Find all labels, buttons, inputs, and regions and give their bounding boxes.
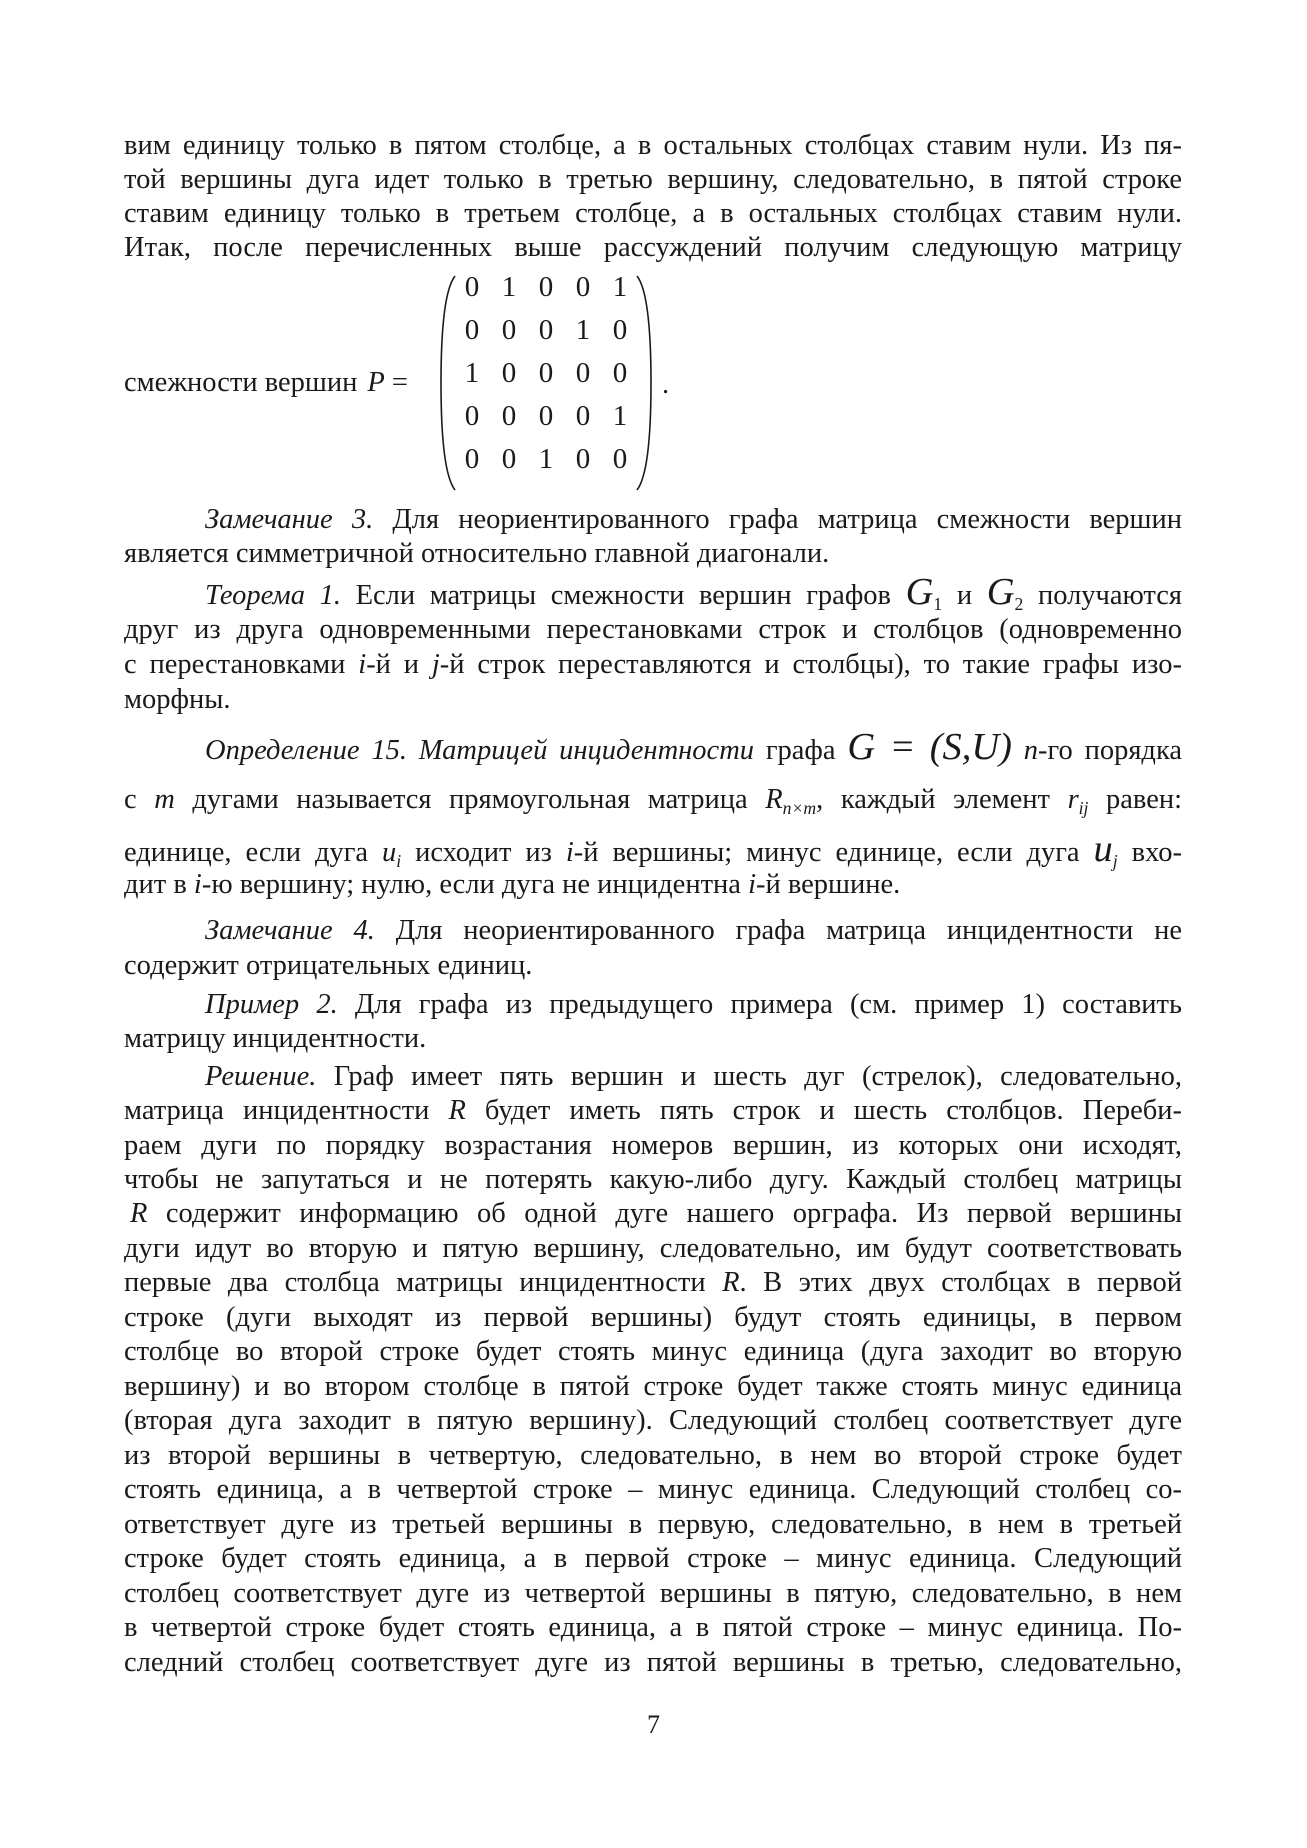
theorem1-line3	[124, 648, 1182, 682]
text-line: вим единицу только в пятом столбце, а в остальных столбцах ставим нули. Из пя-	[124, 130, 1182, 161]
matrix-cell: 0	[538, 400, 554, 432]
remark4-text: Для неориентированного графа матрица инцидентности не	[395, 915, 1182, 946]
solution-line4: чтобы не запутаться и не потерять какую-либо дугу. Каждый столбец матрицы	[124, 1164, 1182, 1195]
matrix-label-text: смежности вершин	[124, 367, 358, 398]
d15-text: дугами называется прямоугольная матрица	[192, 784, 748, 815]
solution-line12: из второй вершины в четвертую, следовательно, в нем во второй строке будет	[124, 1440, 1182, 1471]
theorem1-text-end: получаются	[1037, 580, 1182, 611]
matrix-cell: 0	[575, 357, 591, 389]
matrix-cell: 0	[538, 271, 554, 303]
d15-text: -й вершины; минус единице, если дуга	[573, 837, 1080, 868]
u-var: u	[382, 837, 397, 868]
theorem1-line4: морфны.	[124, 684, 231, 715]
solution-line6: дуги идут во вторую и пятую вершину, следовательно, им будут соответствовать	[124, 1233, 1182, 1264]
matrix-cell: 0	[464, 271, 480, 303]
solution-text: будет иметь пять строк и шесть столбцов. Переби-	[484, 1095, 1182, 1126]
solution-line7	[124, 1266, 1182, 1300]
d15-text: , каждый элемент	[816, 784, 1051, 815]
matrix-cell: 0	[464, 314, 480, 346]
r-matrix-symbol: R	[722, 1267, 740, 1298]
solution-line11: (вторая дуга заходит в пятую вершину). Следующий столбец соответствует дуге	[124, 1405, 1182, 1436]
matrix-cell: 0	[612, 314, 628, 346]
d15-text: с	[124, 784, 137, 815]
u-var: u	[1093, 828, 1113, 870]
d15-text: равен:	[1106, 784, 1183, 815]
i-var: i	[748, 869, 756, 900]
solution-line15: строке будет стоять единица, а в первой строке – минус единица. Следующий	[124, 1543, 1182, 1574]
theorem1-line1	[205, 571, 1182, 615]
solution-line13: стоять единица, а в четвертой строке – минус единица. Следующий столбец со-	[124, 1474, 1182, 1505]
example2-line2: матрицу инцидентности.	[124, 1023, 427, 1054]
matrix-cell: 1	[501, 271, 517, 303]
solution-line3: раем дуги по порядку возрастания номеров вершин, из которых они исходят,	[124, 1130, 1182, 1161]
matrix-cell: 0	[575, 400, 591, 432]
t1-text: -й и	[366, 649, 420, 680]
solution-text: матрица инцидентности	[124, 1095, 430, 1126]
matrix-cell: 1	[612, 271, 628, 303]
solution-line10: вершину) и во втором столбце в пятой строке будет также стоять минус единица	[124, 1371, 1182, 1402]
i-var: i	[565, 837, 574, 868]
example2-label: Пример 2.	[205, 989, 338, 1020]
matrix-cell: 0	[501, 443, 517, 475]
d15-text: графа	[765, 735, 836, 766]
page-number: 7	[647, 1710, 660, 1739]
graph-g2: G	[986, 571, 1015, 613]
solution-text: Граф имеет пять вершин и шесть дуг (стрелок), следовательно,	[333, 1061, 1182, 1092]
definition15-line3	[124, 828, 1182, 872]
remark4-label: Замечание 4.	[205, 915, 375, 946]
adjacency-matrix	[124, 268, 724, 498]
theorem1-label: Теорема 1.	[205, 580, 341, 611]
r-element: r	[1067, 784, 1079, 815]
matrix-cell: 0	[612, 357, 628, 389]
u-subscript-i: i	[396, 851, 402, 872]
matrix-cell: 0	[575, 443, 591, 475]
g1-subscript: 1	[933, 594, 943, 615]
r-matrix-symbol: R	[765, 784, 783, 815]
index-j: j	[431, 649, 440, 680]
solution-text: первые два столбца матрицы инцидентности	[124, 1267, 706, 1298]
solution-line9: столбце во второй строке будет стоять минус единица (дуга заходит во вторую	[124, 1336, 1182, 1367]
matrix-cell: 0	[464, 400, 480, 432]
n-var: n	[1023, 735, 1039, 766]
t1-text: -й строк переставляются и столбцы), то такие графы изо-	[439, 649, 1182, 680]
definition15-line2	[124, 783, 1182, 817]
solution-line14: ответствует дуге из третьей вершины в первую, следовательно, в нем в третьей	[124, 1509, 1182, 1540]
solution-line5	[130, 1197, 1182, 1231]
r-matrix-symbol: R	[130, 1198, 148, 1229]
text-line: ставим единицу только в третьем столбце, а в остальных столбцах ставим нули.	[124, 198, 1182, 229]
matrix-period: .	[662, 369, 670, 400]
matrix-cell: 1	[464, 357, 480, 389]
d15-text: исходит из	[415, 837, 552, 868]
matrix-symbol: P	[367, 367, 385, 398]
solution-label: Решение.	[205, 1061, 317, 1092]
remark3-label: Замечание 3.	[205, 504, 374, 535]
text-line: той вершины дуга идет только в третью вершину, следовательно, в пятой строке	[124, 164, 1182, 195]
matrix-cell: 0	[464, 443, 480, 475]
g2-subscript: 2	[1014, 594, 1024, 615]
r-matrix-symbol: R	[448, 1095, 466, 1126]
definition15-label: Определение 15. Матрицей инцидентности	[205, 735, 755, 766]
remark3-line2: является симметричной относительно главной диагонали.	[124, 538, 830, 569]
matrix-cell: 1	[538, 443, 554, 475]
r-subscript: n×m	[782, 798, 817, 819]
remark4-line1	[205, 914, 1182, 948]
example2-text: Для графа из предыдущего примера (см. пример 1) составить	[354, 989, 1183, 1020]
solution-line16: столбец соответствует дуге из четвертой вершины в пятую, следовательно, в нем	[124, 1578, 1182, 1609]
matrix-cell: 1	[575, 314, 591, 346]
ij-subscript: ij	[1078, 798, 1089, 819]
remark3-line1	[205, 503, 1182, 537]
graph-g1: G	[905, 571, 934, 613]
theorem1-line2: друг из друга одновременными перестановками строк и столбцов (одновременно	[124, 614, 1182, 645]
text-line: Итак, после перечисленных выше рассуждений получим следующую матрицу	[124, 232, 1182, 263]
solution-line17: в четвертой строке будет стоять единица, а в пятой строке – минус единица. По-	[124, 1612, 1182, 1643]
matrix-cell: 1	[612, 400, 628, 432]
d15-text: -го порядка	[1038, 735, 1183, 766]
and-word: и	[956, 580, 973, 611]
solution-line18: следний столбец соответствует дуге из пятой вершины в третью, следовательно,	[124, 1647, 1182, 1678]
definition15-line4	[124, 868, 1182, 902]
example2-line1	[205, 988, 1182, 1022]
matrix-cell: 0	[501, 357, 517, 389]
d15-text: -ю вершину; нулю, если дуга не инцидентна	[201, 869, 741, 900]
solution-line1	[205, 1060, 1182, 1094]
d15-text: дит в	[124, 869, 187, 900]
definition15-line1	[205, 726, 1183, 768]
matrix-cell: 0	[575, 271, 591, 303]
t1-text: с перестановками	[124, 649, 346, 680]
matrix-cell: 0	[538, 357, 554, 389]
index-i: i	[358, 649, 367, 680]
matrix-cell: 0	[612, 443, 628, 475]
d15-text: -й вершине.	[755, 869, 901, 900]
solution-line2	[124, 1094, 1182, 1128]
solution-line8: строке (дуги выходят из первой вершины) будут стоять единицы, в первом	[124, 1302, 1182, 1333]
matrix-cell: 0	[538, 314, 554, 346]
formula-g-su: G = (S,U)	[847, 726, 1012, 768]
i-var: i	[193, 869, 202, 900]
matrix-equals: =	[391, 367, 408, 398]
matrix-cell: 0	[501, 400, 517, 432]
u-subscript-j: j	[1112, 851, 1118, 872]
m-var: m	[154, 784, 175, 815]
solution-text: . В этих двух столбцах в первой	[739, 1267, 1182, 1298]
matrix-label	[124, 366, 408, 400]
d15-text: вхо-	[1131, 837, 1182, 868]
theorem1-text: Если матрицы смежности вершин графов	[355, 580, 892, 611]
d15-text: единице, если дуга	[124, 837, 369, 868]
solution-text: содержит информацию об одной дуге нашего орграфа. Из первой вершины	[165, 1198, 1183, 1229]
remark4-line2: содержит отрицательных единиц.	[124, 950, 533, 981]
remark3-text: Для неориентированного графа матрица смежности вершин	[392, 504, 1182, 535]
matrix-cell: 0	[501, 314, 517, 346]
